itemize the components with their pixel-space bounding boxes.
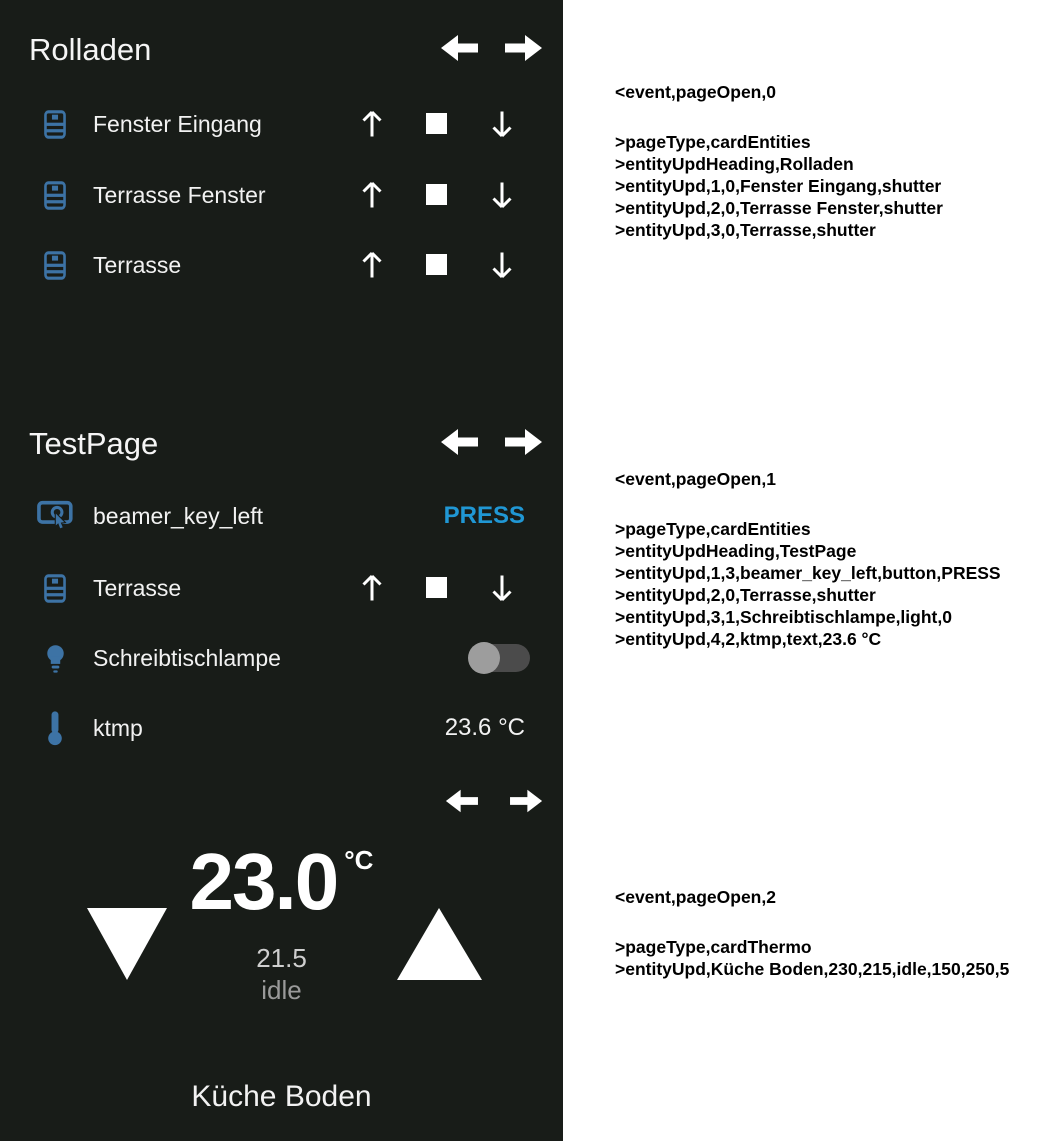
entity-label: Terrasse Fenster <box>93 182 266 208</box>
light-toggle[interactable] <box>470 644 530 672</box>
shutter-stop-button[interactable] <box>426 254 447 275</box>
page-prev-button[interactable] <box>440 33 478 68</box>
shutter-down-button[interactable] <box>482 245 522 285</box>
card-heading-rolladen: Rolladen <box>29 32 152 67</box>
shutter-up-button[interactable] <box>352 175 392 215</box>
current-temperature-value: 23.0 <box>189 837 338 926</box>
log-line: >entityUpd,3,0,Terrasse,shutter <box>615 220 876 240</box>
page-next-button[interactable] <box>505 427 543 462</box>
log-event-line: <event,pageOpen,2 <box>615 887 776 907</box>
page-prev-button[interactable] <box>440 427 478 462</box>
gesture-tap-button-icon <box>32 491 78 541</box>
page-next-button[interactable] <box>510 788 543 819</box>
window-shutter-icon <box>32 99 78 149</box>
log-line: >entityUpdHeading,Rolladen <box>615 154 854 174</box>
log-line: >pageType,cardThermo <box>615 937 812 957</box>
hvac-state: idle <box>261 975 302 1005</box>
entity-row <box>0 563 563 613</box>
lightbulb-icon <box>32 633 78 683</box>
log-line: >entityUpd,2,0,Terrasse,shutter <box>615 585 876 605</box>
shutter-down-button[interactable] <box>482 175 522 215</box>
log-line: >entityUpd,Küche Boden,230,215,idle,150,250,5 <box>615 959 1010 979</box>
entity-row <box>0 491 563 541</box>
log-event-line: <event,pageOpen,1 <box>615 469 776 489</box>
log-block-page0 <box>615 81 1040 241</box>
sensor-value: 23.6 °C <box>444 714 525 741</box>
entity-label: ktmp <box>93 715 143 741</box>
page-next-button[interactable] <box>505 33 543 68</box>
entity-row <box>0 633 563 683</box>
shutter-up-button[interactable] <box>352 568 392 608</box>
window-shutter-icon <box>32 170 78 220</box>
entity-label: beamer_key_left <box>93 503 264 529</box>
entity-row <box>0 703 563 753</box>
shutter-up-button[interactable] <box>352 245 392 285</box>
shutter-stop-button[interactable] <box>426 577 447 598</box>
shutter-stop-button[interactable] <box>426 113 447 134</box>
entity-label: Fenster Eingang <box>93 111 262 137</box>
log-line: >pageType,cardEntities <box>615 519 811 539</box>
entity-label: Terrasse <box>93 252 182 278</box>
log-block-page1 <box>615 468 1040 650</box>
temperature-unit: °C <box>344 845 374 875</box>
window-shutter-icon <box>32 563 78 613</box>
page-prev-button[interactable] <box>445 788 478 819</box>
shutter-down-button[interactable] <box>482 568 522 608</box>
shutter-up-button[interactable] <box>352 104 392 144</box>
shutter-down-button[interactable] <box>482 104 522 144</box>
entity-label: Schreibtischlampe <box>93 645 281 671</box>
window-shutter-icon <box>32 240 78 290</box>
log-line: >entityUpd,4,2,ktmp,text,23.6 °C <box>615 629 882 649</box>
entity-row <box>0 170 563 220</box>
log-line: >entityUpd,2,0,Terrasse Fenster,shutter <box>615 198 943 218</box>
log-line: >entityUpd,1,3,beamer_key_left,button,PRESS <box>615 563 1001 583</box>
target-temperature: 21.5 <box>256 943 307 973</box>
log-line: >entityUpd,1,0,Fenster Eingang,shutter <box>615 176 942 196</box>
log-event-line: <event,pageOpen,0 <box>615 82 776 102</box>
thermometer-icon <box>32 703 78 753</box>
entity-row <box>0 240 563 290</box>
toggle-knob <box>468 642 500 674</box>
card-heading-testpage: TestPage <box>29 426 159 461</box>
log-block-page2 <box>615 886 1040 980</box>
press-button[interactable]: PRESS <box>443 502 525 529</box>
entity-row <box>0 99 563 149</box>
thermostat-title: Küche Boden <box>191 1080 372 1113</box>
entity-label: Terrasse <box>93 575 182 601</box>
log-line: >entityUpdHeading,TestPage <box>615 541 857 561</box>
log-line: >pageType,cardEntities <box>615 132 811 152</box>
log-line: >entityUpd,3,1,Schreibtischlampe,light,0 <box>615 607 952 627</box>
shutter-stop-button[interactable] <box>426 184 447 205</box>
